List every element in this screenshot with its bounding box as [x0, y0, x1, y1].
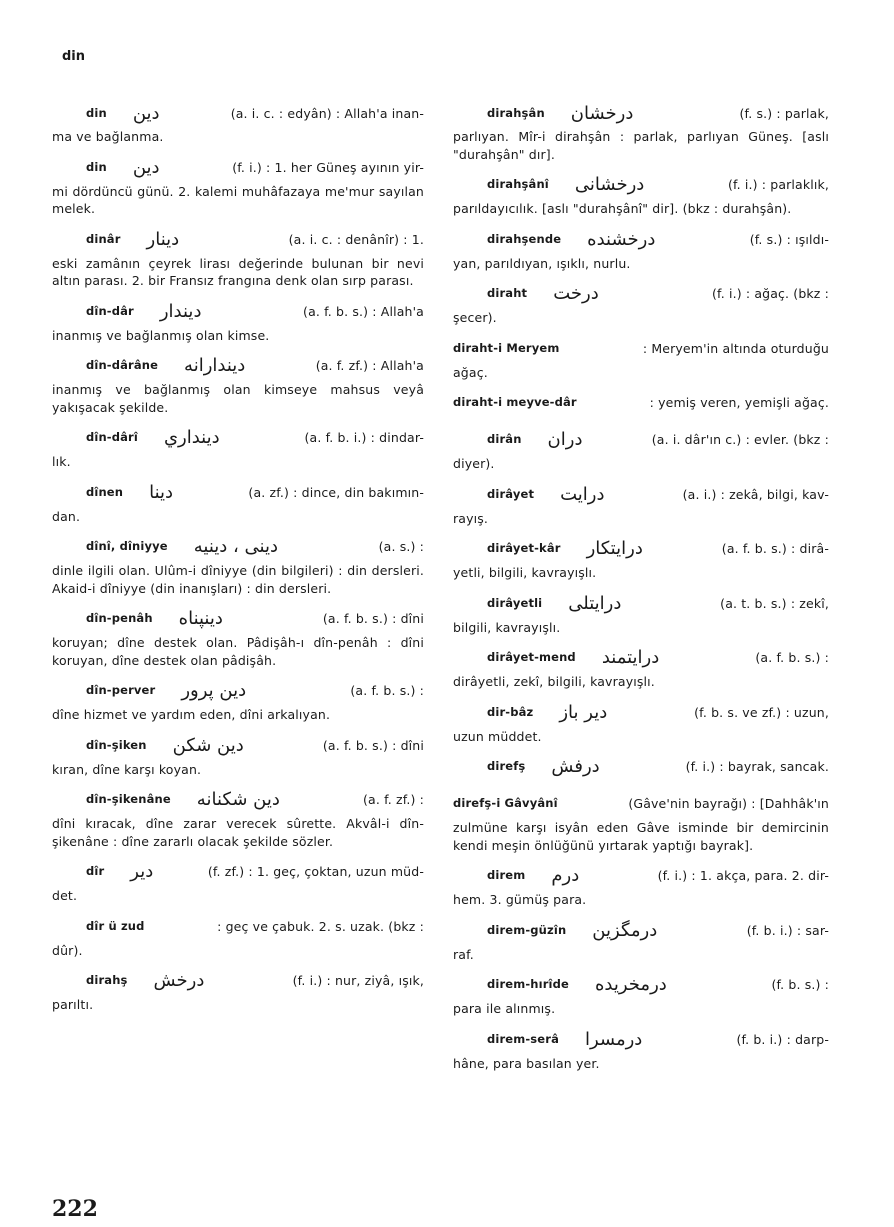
arabic-script: دير باز [559, 701, 608, 723]
grammar-definition: (f. i.) : ağaç. (bkz : [712, 286, 829, 302]
arabic-script: دينا [149, 481, 174, 503]
dictionary-entry [453, 970, 829, 1018]
dictionary-entry [453, 170, 829, 218]
arabic-script: درايت [560, 483, 605, 505]
headword: dînen [86, 484, 124, 499]
headword: dirâyet-kâr [487, 541, 561, 556]
grammar-definition: (f. i.) : 1. her Güneş ayının yir- [232, 159, 424, 175]
dictionary-entry [52, 785, 424, 850]
grammar-definition: (Gâve'nin bayrağı) : [Dahhâk'ın [628, 796, 829, 812]
arabic-script: درايتكار [586, 538, 643, 560]
headword: din [86, 106, 107, 121]
arabic-script: دين [132, 156, 160, 178]
definition-text: dirâyetli, zekî, bilgili, kavrayışlı. [453, 674, 655, 689]
definition-text: yetli, bilgili, kavrayışlı. [453, 565, 597, 580]
headword: dîr ü zud [86, 918, 145, 933]
dictionary-entry [52, 351, 424, 416]
dictionary-entry [52, 731, 424, 779]
dictionary-entry [453, 789, 829, 854]
grammar-definition: (a. f. b. s.) : dîni [322, 611, 424, 627]
grammar-definition: (f. b. i.) : darp- [736, 1031, 829, 1047]
headword: dirâyet-mend [487, 650, 576, 665]
definition-text: dîni kıracak, dîne zarar verecek sûrette. Akvâl-i dîn-şikenâne : dîne zararlı olacak şekilde sözler. [52, 816, 424, 849]
arabic-script: دينار [146, 228, 180, 250]
grammar-definition: (a. f. zf.) : Allah'a [315, 358, 424, 374]
definition-text: dûr). [52, 942, 83, 958]
arabic-script: ديندار [159, 300, 202, 322]
headword: dirâyet [487, 486, 535, 501]
headword: dîn-dârî [86, 430, 138, 445]
dictionary-entry [453, 1025, 829, 1073]
definition-text: parıldayıcılık. [aslı "durahşânî" dir]. (bkz : durahşân). [453, 201, 792, 216]
headword: dir-bâz [487, 704, 534, 719]
headword: dîn-penâh [86, 611, 153, 626]
grammar-definition: (f. s.) : parlak, [739, 106, 829, 122]
dictionary-entry [52, 857, 424, 905]
grammar-definition: (a. f. b. s.) : [350, 683, 424, 699]
dictionary-entry [52, 966, 424, 1014]
arabic-script: درمسرا [584, 1028, 643, 1050]
definition-text: eski zamânın çeyrek lirası değerinde bulunan bir nevi altın parası. 2. bir Fransız frangına denk olan sırp parası. [52, 255, 424, 288]
definition-text: yan, parıldıyan, ışıklı, nurlu. [453, 255, 631, 271]
headword: dîr [86, 864, 105, 879]
definition-text: ağaç. [453, 364, 488, 380]
dictionary-entry [453, 388, 829, 418]
dictionary-entry [453, 752, 829, 782]
headword: direfş-i Gâvyânî [453, 796, 558, 811]
dictionary-entry [52, 604, 424, 669]
arabic-script: درايتلى [568, 592, 622, 614]
arabic-script: درمگزين [592, 919, 658, 941]
definition-text: inanmış ve bağlanmış olan kimseye mahsus veyâ yakışacak şekilde. [52, 382, 424, 415]
headword: dirân [487, 432, 522, 447]
arabic-script: دينداري [163, 427, 220, 449]
dictionary-entry [52, 478, 424, 526]
headword: dîn-şikenâne [86, 792, 171, 807]
dictionary-entry [453, 279, 829, 327]
definition-text: bilgili, kavrayışlı. [453, 619, 561, 635]
headword: diraht [487, 286, 528, 301]
arabic-script: درخش [153, 970, 205, 992]
definition-text: para ile alınmış. [453, 1001, 556, 1016]
headword: dinâr [86, 231, 121, 246]
grammar-definition: (a. f. b. s.) : [755, 650, 829, 666]
dictionary-entry [52, 532, 424, 597]
headword: direm [487, 868, 526, 883]
headword: direm-hırîde [487, 977, 569, 992]
definition-text: parlıyan. Mîr-i dirahşân : parlak, parlıyan Güneş. [aslı "durahşân" dır]. [453, 129, 829, 162]
grammar-definition: (f. b. s.) : [771, 977, 829, 993]
grammar-definition: : Meryem'in altında oturduğu [642, 340, 829, 356]
arabic-script: دين شكن [172, 734, 244, 756]
dictionary-entry [52, 423, 424, 471]
dictionary-entry [453, 334, 829, 382]
headword: dirahşânî [487, 177, 549, 192]
arabic-script: درم [551, 865, 580, 887]
definition-text: zulmüne karşı isyân eden Gâve isminde bir demircinin kendi meşin önlüğünü yırtarak yaptığı bayrak]. [453, 820, 829, 853]
definition-text: hem. 3. gümüş para. [453, 892, 587, 907]
headword: dîn-dâr [86, 303, 134, 318]
grammar-definition: : geç ve çabuk. 2. s. uzak. (bkz : [217, 918, 424, 934]
headword: dîn-dârâne [86, 358, 159, 373]
arabic-script: درخشنده [587, 228, 656, 250]
definition-text: det. [52, 888, 78, 903]
definition-text: hâne, para basılan yer. [453, 1055, 600, 1071]
headword: direm-güzîn [487, 922, 567, 937]
definition-text: dan. [52, 508, 81, 524]
arabic-script: دينپناه [178, 608, 223, 630]
grammar-definition: (f. b. s. ve zf.) : uzun, [694, 704, 829, 720]
arabic-script: درايتمند [601, 647, 660, 669]
grammar-definition: (a. f. b. s.) : Allah'a [303, 303, 424, 319]
grammar-definition: (a. i. c. : edyân) : Allah'a inan- [230, 106, 424, 122]
dictionary-entry [52, 225, 424, 290]
grammar-definition: : yemiş veren, yemişli ağaç. [649, 395, 829, 411]
arabic-script: دين [132, 103, 160, 125]
grammar-definition: (a. f. b. s.) : dirâ- [721, 541, 829, 557]
definition-text: ma ve bağlanma. [52, 129, 164, 144]
headword: diraht-i Meryem [453, 340, 560, 355]
definition-text: diyer). [453, 456, 495, 471]
definition-text: kıran, dîne karşı koyan. [52, 761, 202, 777]
page-number: 222 [52, 1196, 98, 1222]
arabic-script: دين پرور [181, 680, 247, 702]
dictionary-entry [453, 698, 829, 746]
grammar-definition: (a. s.) : [378, 539, 424, 555]
definition-text: inanmış ve bağlanmış olan kimse. [52, 327, 270, 343]
grammar-definition: (f. i.) : 1. akça, para. 2. dir- [657, 868, 829, 884]
arabic-script: دينى ، دينيه [193, 536, 278, 558]
dictionary-entry [453, 100, 829, 163]
dictionary-entry [52, 676, 424, 724]
arabic-script: دران [547, 429, 583, 451]
definition-text: raf. [453, 946, 474, 962]
left-column [52, 100, 424, 1014]
grammar-definition: (f. b. i.) : sar- [746, 922, 829, 938]
grammar-definition: (f. i.) : parlaklık, [727, 177, 829, 193]
headword: dîn-şiken [86, 737, 147, 752]
definition-text: koruyan; dîne destek olan. Pâdişâh-ı dîn-penâh : dîni koruyan, dîne destek olan pâdişâh. [52, 635, 424, 668]
headword: dirahşân [487, 106, 545, 121]
arabic-script: درخشانى [574, 174, 645, 196]
grammar-definition: (a. t. b. s.) : zekî, [720, 595, 829, 611]
grammar-definition: (f. i.) : nur, ziyâ, ışık, [292, 973, 424, 989]
dictionary-entry [453, 589, 829, 637]
dictionary-entry [52, 153, 424, 218]
headword: dirahş [86, 973, 128, 988]
right-column [453, 100, 829, 1072]
grammar-definition: (a. i. dâr'ın c.) : evler. (bkz : [651, 432, 829, 448]
arabic-script: درفش [551, 756, 600, 778]
definition-text: rayış. [453, 510, 489, 526]
dictionary-entry [52, 100, 424, 146]
arabic-script: درخشان [570, 103, 634, 125]
headword: dirahşende [487, 231, 562, 246]
definition-text: parıltı. [52, 997, 94, 1012]
headword: dînî, dîniyye [86, 539, 168, 554]
dictionary-entry [453, 425, 829, 473]
definition-text: şecer). [453, 310, 497, 325]
definition-text: dinle ilgili olan. Ulûm-i dîniyye (din bilgileri) : din dersleri. Akaid-i dîniyye (din inanışları) : din dersleri. [52, 563, 424, 596]
headword: dirâyetli [487, 595, 543, 610]
arabic-script: درمخريده [594, 974, 667, 996]
dictionary-entry [453, 916, 829, 964]
dictionary-entry [453, 534, 829, 582]
dictionary-entry [52, 297, 424, 345]
grammar-definition: (a. i.) : zekâ, bilgi, kav- [682, 486, 829, 502]
dictionary-entry [52, 912, 424, 960]
grammar-definition: (a. zf.) : dince, din bakımın- [248, 484, 424, 500]
arabic-script: ديندارانه [184, 355, 246, 377]
definition-text: mi dördüncü günü. 2. kalemi muhâfazaya me'mur sayılan melek. [52, 183, 424, 216]
dictionary-entry [453, 225, 829, 273]
dictionary-entry [453, 480, 829, 528]
grammar-definition: (a. f. b. s.) : dîni [322, 737, 424, 753]
definition-text: lık. [52, 454, 71, 469]
dictionary-entry [453, 861, 829, 909]
grammar-definition: (a. f. b. i.) : dindar- [304, 430, 424, 446]
headword: direm-serâ [487, 1031, 559, 1046]
dictionary-entry [453, 643, 829, 691]
arabic-script: دين شكنانه [196, 789, 280, 811]
grammar-definition: (a. i. c. : denânîr) : 1. [288, 231, 424, 247]
definition-text: uzun müddet. [453, 728, 542, 744]
grammar-definition: (a. f. zf.) : [363, 792, 424, 808]
grammar-definition: (f. s.) : ışıldı- [749, 231, 829, 247]
arabic-script: دير [130, 861, 154, 883]
headword: din [86, 159, 107, 174]
headword: diraht-i meyve-dâr [453, 395, 577, 410]
arabic-script: درخت [553, 283, 599, 305]
headword: dîn-perver [86, 683, 156, 698]
headword: direfş [487, 759, 526, 774]
running-head: din [62, 49, 86, 64]
grammar-definition: (f. i.) : bayrak, sancak. [685, 759, 829, 775]
definition-text: dîne hizmet ve yardım eden, dîni arkalıyan. [52, 707, 331, 722]
grammar-definition: (f. zf.) : 1. geç, çoktan, uzun müd- [207, 864, 424, 880]
